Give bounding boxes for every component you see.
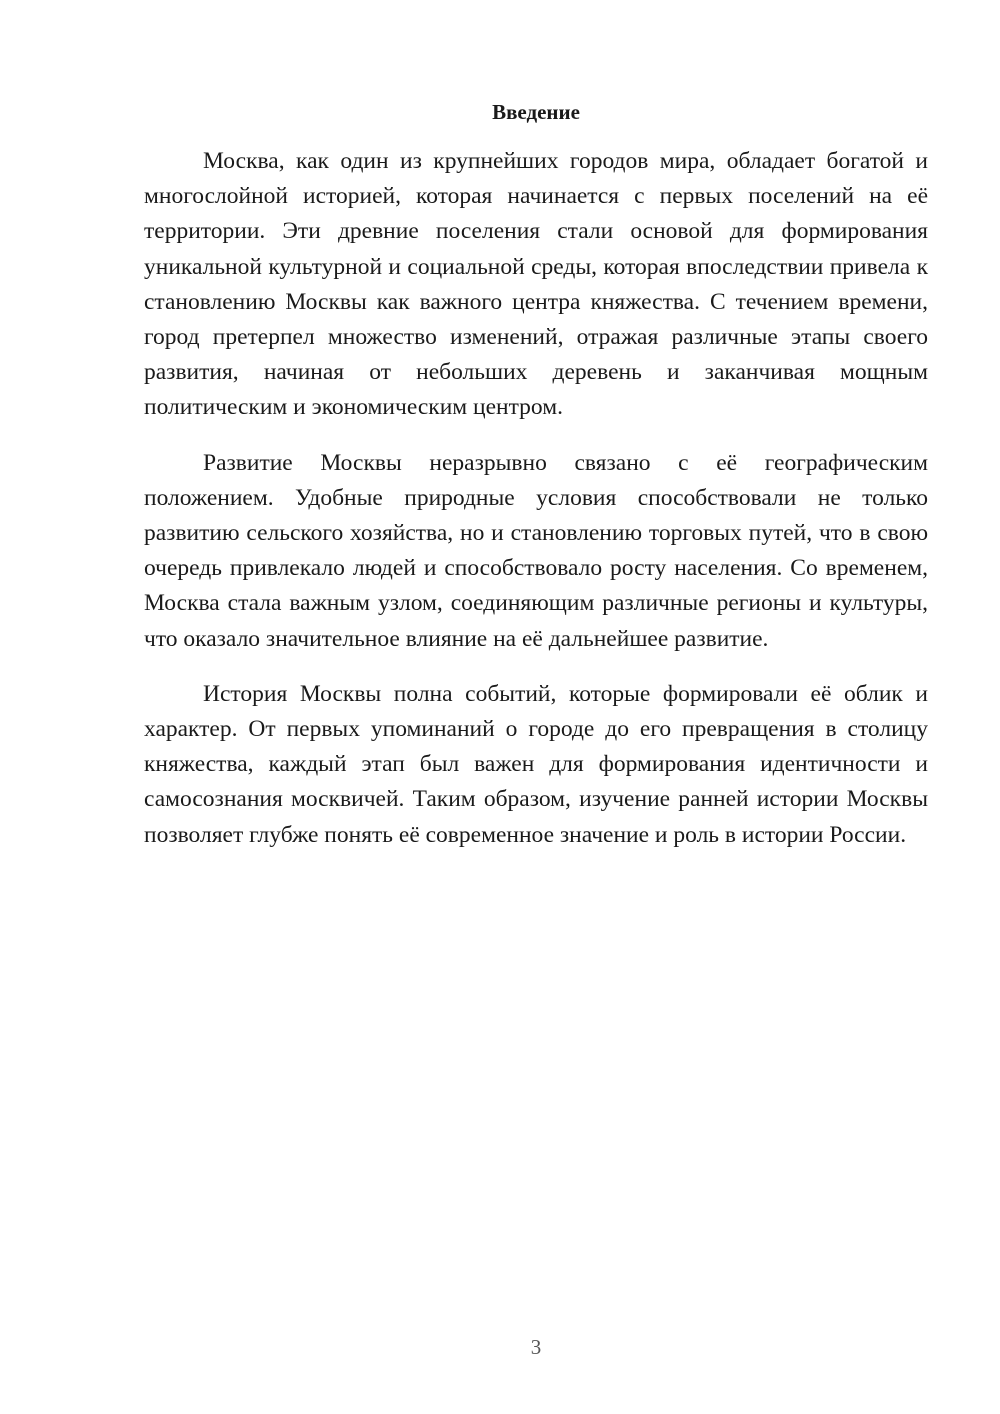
document-body [144, 144, 928, 873]
paragraph-2: Развитие Москвы неразрывно связано с её географическим положением. Удобные природные условия способствовали не только развитию сельского хозяйства, но и становлению торговых путей, что в свою очередь привлекало людей и способствовало росту населения. Со временем, Москва стала важным узлом, соединяющим различные регионы и культуры, что оказало значительное влияние на её дальнейшее развитие. [144, 449, 928, 652]
section-heading: Введение [492, 100, 580, 124]
paragraph-1: Москва, как один из крупнейших городов мира, обладает богатой и многослойной историей, которая начинается с первых поселений на её территории. Эти древние поселения стали основой для формирования уникальной культурной и социальной среды, которая впоследствии привела к становлению Москвы как важного центра княжества. С течением времени, город претерпел множество изменений, отражая различные этапы своего развития, начиная от небольших деревень и заканчивая мощным политическим и экономическим центром. [144, 148, 928, 421]
page-number: 3 [530, 1335, 542, 1359]
paragraph-3: История Москвы полна событий, которые формировали её облик и характер. От первых упоминаний о городе до его превращения в столицу княжества, каждый этап был важен для формирования идентичности и самосознания москвичей. Таким образом, изучение ранней истории Москвы позволяет глубже понять её современное значение и роль в истории России. [144, 680, 928, 848]
